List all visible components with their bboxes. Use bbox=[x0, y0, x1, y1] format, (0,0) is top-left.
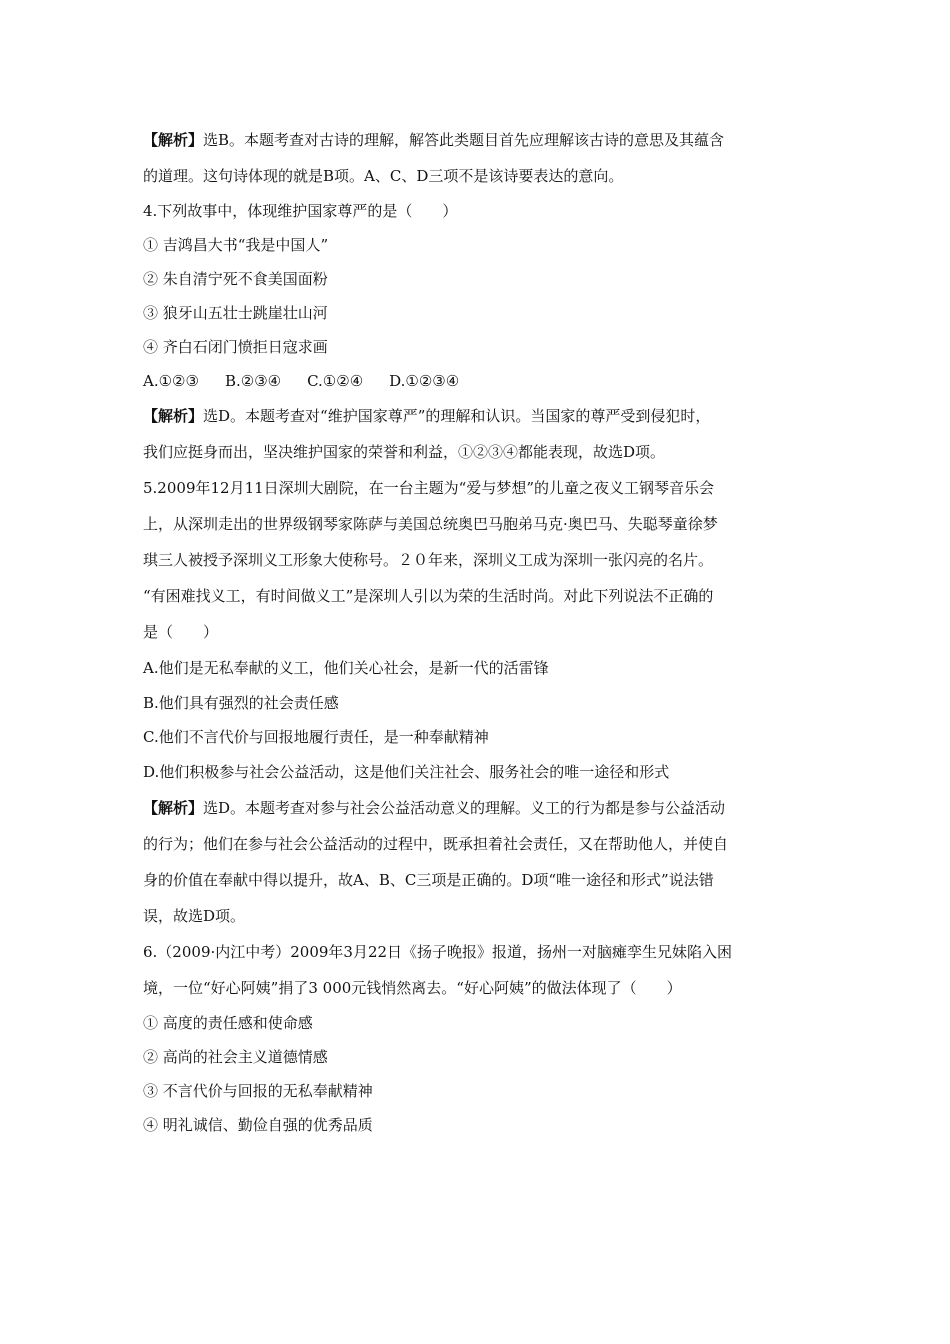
q4-item-3: ③ 狼牙山五壮士跳崖壮山河 bbox=[143, 304, 328, 322]
q4-analysis-text-1: 选D。本题考查对“维护国家尊严”的理解和认识。当国家的尊严受到侵犯时， bbox=[203, 407, 711, 425]
q4-analysis-line-1 bbox=[143, 398, 811, 434]
q5-option-b: B.他们具有强烈的社会责任感 bbox=[143, 694, 339, 712]
q5-analysis-line-1 bbox=[143, 790, 811, 826]
q5-stem-line-4: “有困难找义工，有时间做义工”是深圳人引以为荣的生活时尚。对此下列说法不正确的 bbox=[143, 587, 714, 605]
q4-analysis-label: 【解析】 bbox=[143, 407, 204, 425]
q4-option-c: C.①②④ bbox=[307, 372, 364, 390]
q4-stem: 4.下列故事中，体现维护国家尊严的是（ ） bbox=[143, 202, 458, 220]
q4-item-4: ④ 齐白石闭门愤拒日寇求画 bbox=[143, 338, 328, 356]
q6-stem-line-1: 6.（2009·内江中考）2009年3月22日《扬子晚报》报道，扬州一对脑瘫孪生兄妹陷入困 bbox=[143, 943, 733, 961]
q4-option-b: B.②③④ bbox=[224, 372, 282, 390]
q4-analysis-line-2: 我们应挺身而出，坚决维护国家的荣誉和利益，①②③④都能表现，故选D项。 bbox=[143, 443, 666, 461]
q6-item-4: ④ 明礼诚信、勤俭自强的优秀品质 bbox=[143, 1116, 373, 1134]
q3-analysis-label: 【解析】 bbox=[143, 131, 204, 149]
q5-stem-line-2: 上，从深圳走出的世界级钢琴家陈萨与美国总统奥巴马胞弟马克·奥巴马、失聪琴童徐梦 bbox=[143, 515, 718, 533]
document-body bbox=[143, 122, 811, 1142]
q6-item-2: ② 高尚的社会主义道德情感 bbox=[143, 1048, 328, 1066]
q6-stem-line-2: 境，一位“好心阿姨”捐了3 000元钱悄然离去。“好心阿姨”的做法体现了（ ） bbox=[143, 979, 682, 997]
q4-item-1: ① 吉鸿昌大书“我是中国人” bbox=[143, 236, 329, 254]
q5-analysis-line-4: 误，故选D项。 bbox=[143, 907, 246, 925]
q4-option-d: D.①②③④ bbox=[389, 372, 460, 390]
q5-analysis-line-2: 的行为；他们在参与社会公益活动的过程中，既承担着社会责任，又在帮助他人，并使自 bbox=[143, 835, 729, 853]
q5-stem-line-5: 是（ ） bbox=[143, 623, 219, 641]
q5-analysis-line-3: 身的价值在奉献中得以提升，故A、B、C三项是正确的。D项“唯一途径和形式”说法错 bbox=[143, 871, 714, 889]
q5-option-a: A.他们是无私奉献的义工，他们关心社会，是新一代的活雷锋 bbox=[143, 659, 549, 677]
q5-stem-line-3: 琪三人被授予深圳义工形象大使称号。２０年来，深圳义工成为深圳一张闪亮的名片。 bbox=[143, 551, 714, 569]
q5-analysis-label: 【解析】 bbox=[143, 799, 204, 817]
q6-item-3: ③ 不言代价与回报的无私奉献精神 bbox=[143, 1082, 373, 1100]
q5-stem-line-1: 5.2009年12月11日深圳大剧院，在一台主题为“爱与梦想”的儿童之夜义工钢琴音乐会 bbox=[143, 479, 714, 497]
q5-analysis-text-1: 选D。本题考查对参与社会公益活动意义的理解。义工的行为都是参与公益活动 bbox=[203, 799, 726, 817]
q4-options bbox=[143, 364, 811, 398]
q5-option-d: D.他们积极参与社会公益活动，这是他们关注社会、服务社会的唯一途径和形式 bbox=[143, 763, 670, 781]
q5-option-c: C.他们不言代价与回报地履行责任，是一种奉献精神 bbox=[143, 728, 489, 746]
q4-option-a: A.①②③ bbox=[143, 372, 199, 390]
q6-item-1: ① 高度的责任感和使命感 bbox=[143, 1014, 313, 1032]
q3-analysis-line-2: 的道理。这句诗体现的就是B项。A、C、D三项不是该诗要表达的意向。 bbox=[143, 167, 624, 185]
q3-analysis-text-1: 选B。本题考查对古诗的理解，解答此类题目首先应理解该古诗的意思及其蕴含 bbox=[203, 131, 725, 149]
q4-item-2: ② 朱自清宁死不食美国面粉 bbox=[143, 270, 328, 288]
q3-analysis-line-1 bbox=[143, 122, 811, 158]
